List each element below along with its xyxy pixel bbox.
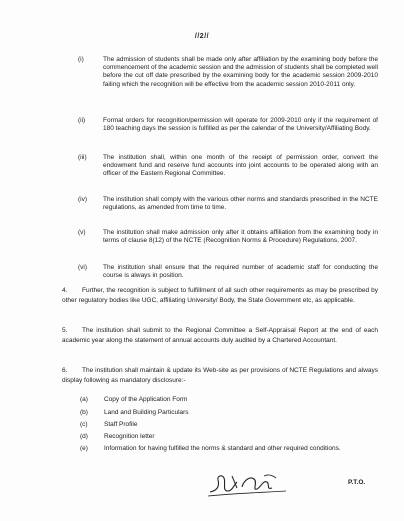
paragraph-6: [62, 366, 378, 386]
paragraph-text: The institution shall submit to the Regional Committee a Self-Appraisal Report at the end of each academic year along the statement of annual accounts duly audited by a Chartered Accountant.: [62, 327, 378, 344]
disclosure-item-number: (e): [80, 445, 88, 452]
paragraph-5: [62, 326, 378, 346]
paragraph-text: The institution shall maintain & update its Web-site as per provisions of NCTE Regulations and always display following as mandatory disclosure:-: [62, 367, 378, 384]
disclosure-item-text: Land and Building Particulars: [104, 409, 189, 416]
clause-iv: [78, 196, 378, 212]
clause-ii: [78, 117, 378, 133]
clause-text: The institution shall make admission only after it obtains affiliation from the examining body in terms of clause 8(12) of the NCTE (Recognition Norms & Procedure) Regulations, 2007.: [103, 229, 378, 245]
handwritten-signature: [206, 466, 290, 500]
clause-number: (iv): [78, 196, 88, 203]
paragraph-number: 4.: [62, 287, 68, 294]
clause-number: (ii): [78, 117, 86, 124]
clause-i: [78, 56, 378, 89]
disclosure-item-text: Copy of the Application Form: [104, 396, 188, 403]
clause-text: The institution shall ensure that the required number of academic staff for conducting the course is always in position.: [103, 264, 378, 280]
clause-number: (v): [78, 229, 86, 236]
clause-number: (vi): [78, 264, 88, 271]
clause-vi: [78, 264, 378, 280]
disclosure-item-b: [80, 409, 378, 418]
disclosure-item-d: [80, 433, 378, 442]
clause-text: The institution shall, within one month of the receipt of permission order, convert the endowment fund and reserve fund accounts into joint accounts to be operated along with an officer of the Eastern Regional Committee.: [103, 154, 378, 178]
disclosure-item-text: Staff Profile: [104, 421, 138, 428]
paragraph-4: [62, 286, 378, 306]
disclosure-item-number: (c): [80, 421, 88, 428]
disclosure-item-number: (b): [80, 409, 88, 416]
paragraph-number: 6.: [62, 367, 68, 374]
disclosure-item-number: (a): [80, 396, 88, 403]
disclosure-item-a: [80, 396, 378, 405]
clause-number: (iii): [78, 154, 87, 161]
disclosure-item-number: (d): [80, 433, 88, 440]
clause-v: [78, 229, 378, 245]
disclosure-item-text: Recognition letter: [104, 433, 155, 440]
paragraph-text: Further, the recognition is subject to fulfillment of all such other requirements as may be prescribed by other regulatory bodies like UGC, affiliating University/ Body, the State Government etc, as applicable.: [62, 287, 378, 304]
clause-text: The institution shall comply with the various other norms and standards prescribed in the NCTE regulations, as amended from time to time.: [103, 196, 378, 212]
clause-text: The admission of students shall be made only after affiliation by the examining body before the commencement of the academic session and the admission of students shall be completed well before the cut off date prescribed by the examining body for the academic session 2009-2010 failing which the recognition will be effective from the academic session 2010-2011 only.: [103, 56, 378, 88]
pto-label: P.T.O.: [348, 479, 366, 486]
paragraph-number: 5.: [62, 327, 68, 334]
page-number: //2//: [194, 33, 210, 40]
disclosure-item-e: [80, 445, 378, 454]
clause-number: (i): [78, 56, 84, 63]
disclosure-item-text: Information for having fulfilled the norms & standard and other required conditions.: [104, 445, 341, 452]
clause-iii: [78, 154, 378, 179]
clause-text: Formal orders for recognition/permission will operate for 2009-2010 only if the requirement of 180 teaching days the session is fulfilled as per the calendar of the University/Affiliating Body.: [103, 117, 378, 133]
disclosure-item-c: [80, 421, 378, 430]
